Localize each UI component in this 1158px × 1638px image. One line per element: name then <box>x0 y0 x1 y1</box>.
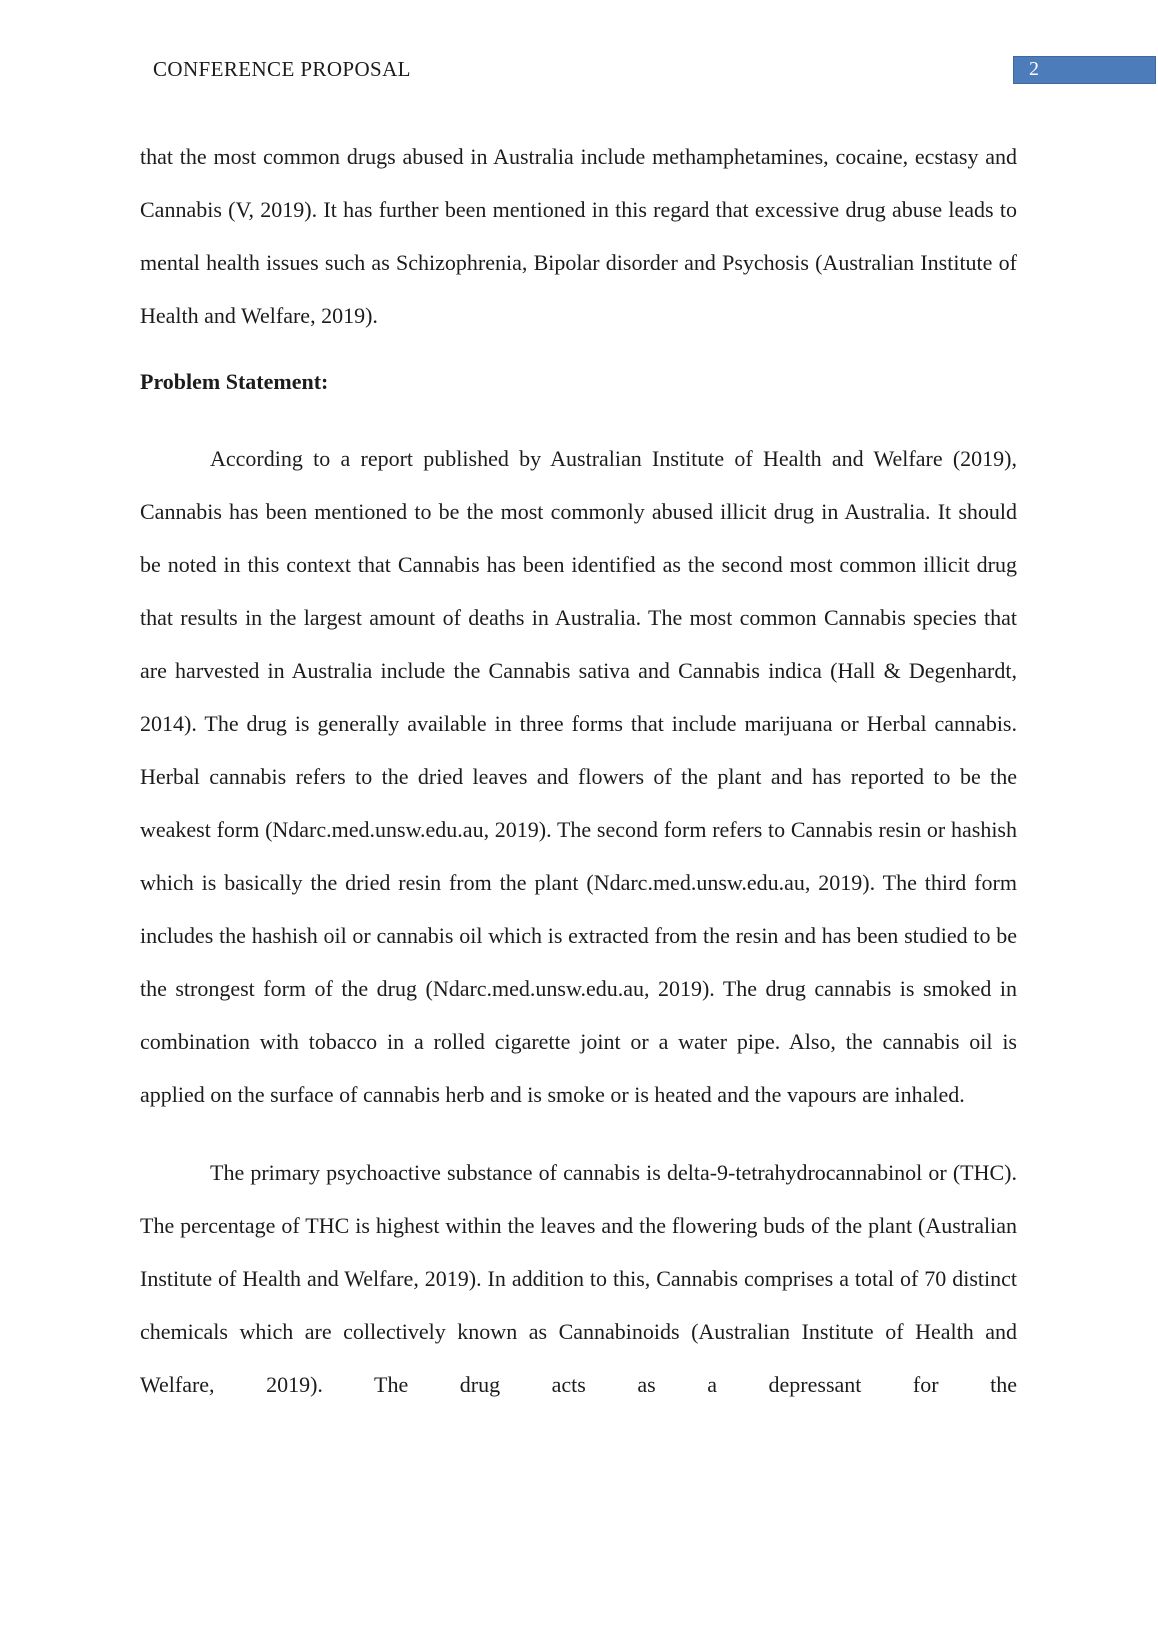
body-paragraph-problem-statement-2: The primary psychoactive substance of cannabis is delta-9-tetrahydrocannabinol or (THC). The percentage of THC is highest within the leaves and the flowering buds of the plant (Australian Institute of Health and Welfare, 2019). In addition to this, Cannabis comprises a total of 70 distinct chemicals which are collectively known as Cannabinoids (Australian Institute of Health and Welfare, 2019). The drug acts as a depressant for the <box>140 1160 1017 1397</box>
page-number: 2 <box>1029 58 1039 80</box>
body-paragraph-problem-statement-1: According to a report published by Australian Institute of Health and Welfare (2019), Cannabis has been mentioned to be the most commonly abused illicit drug in Australia. It should be noted in this context that Cannabis has been identified as the second most common illicit drug that results in the largest amount of deaths in Australia. The most common Cannabis species that are harvested in Australia include the Cannabis sativa and Cannabis indica (Hall & Degenhardt, 2014). The drug is generally available in three forms that include marijuana or Herbal cannabis. Herbal cannabis refers to the dried leaves and flowers of the plant and has reported to be the weakest form (Ndarc.med.unsw.edu.au, 2019). The second form refers to Cannabis resin or hashish which is basically the dried resin from the plant (Ndarc.med.unsw.edu.au, 2019). The third form includes the hashish oil or cannabis oil which is extracted from the resin and has been studied to be the strongest form of the drug (Ndarc.med.unsw.edu.au, 2019). The drug cannabis is smoked in combination with tobacco in a rolled cigarette joint or a water pipe. Also, the cannabis oil is applied on the surface of cannabis herb and is smoke or is heated and the vapours are inhaled. <box>140 446 1017 1107</box>
section-heading: Problem Statement: <box>140 369 329 394</box>
running-head-title: CONFERENCE PROPOSAL <box>153 57 411 81</box>
body-paragraph-continuation: that the most common drugs abused in Australia include methamphetamines, cocaine, ecstasy and Cannabis (V, 2019). It has further been mentioned in this regard that excessive drug abuse leads to mental health issues such as Schizophrenia, Bipolar disorder and Psychosis (Australian Institute of Health and Welfare, 2019). <box>140 144 1017 328</box>
